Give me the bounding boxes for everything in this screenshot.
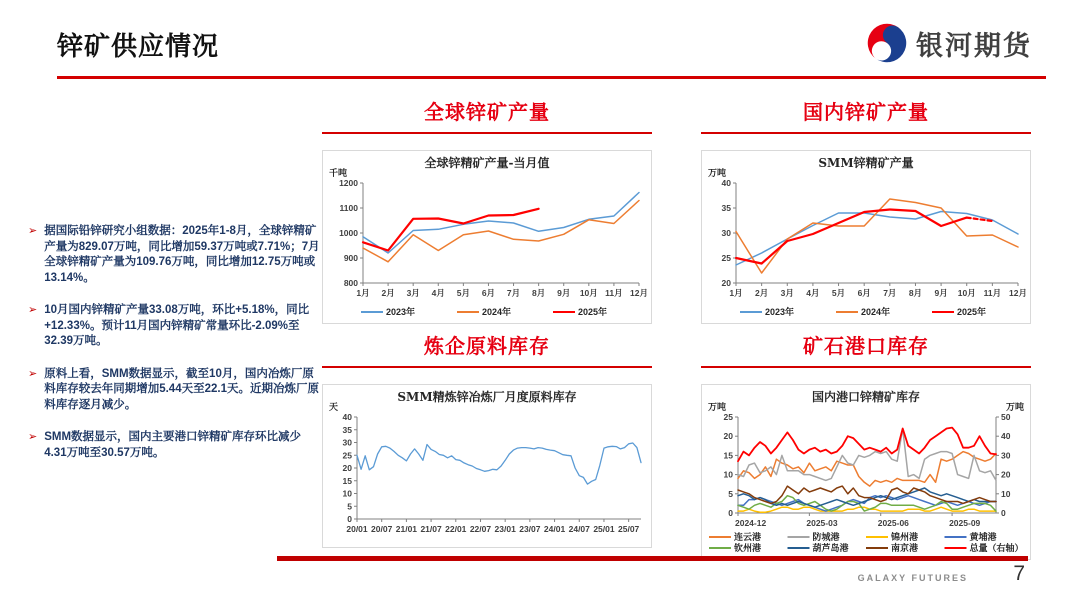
- svg-text:5: 5: [347, 501, 352, 512]
- svg-text:2025-06: 2025-06: [877, 518, 909, 528]
- svg-text:1200: 1200: [339, 178, 358, 188]
- bullet-arrow-icon: ➢: [28, 431, 38, 443]
- svg-text:23/07: 23/07: [519, 524, 541, 534]
- panel-heading-divider: [322, 366, 652, 368]
- svg-text:2024年: 2024年: [482, 307, 512, 317]
- svg-text:20/01: 20/01: [346, 524, 368, 534]
- svg-text:9月: 9月: [934, 288, 948, 298]
- svg-text:黄埔港: 黄埔港: [969, 532, 997, 542]
- svg-text:2023年: 2023年: [765, 307, 795, 317]
- svg-text:21/07: 21/07: [420, 524, 442, 534]
- svg-text:万吨: 万吨: [708, 402, 727, 412]
- bullet-text: 原料上看，SMM数据显示，截至10月，国内冶炼厂原料库存较去年同期增加5.44天至22.1天。近期冶炼厂原料库存逐月减少。: [44, 367, 319, 411]
- list-item: [28, 303, 322, 350]
- svg-text:国内港口锌精矿库存: 国内港口锌精矿库存: [811, 390, 921, 404]
- svg-text:2月: 2月: [381, 288, 395, 298]
- svg-text:40: 40: [1001, 431, 1011, 442]
- bullet-text: 据国际铅锌研究小组数据：2025年1-8月，全球锌精矿产量为829.07万吨，同比增加59.37万吨或7.71%；7月全球锌精矿产量为109.76万吨，同比增加12.75万吨或13.14%。: [44, 225, 320, 284]
- svg-text:900: 900: [343, 253, 358, 263]
- svg-text:2024-12: 2024-12: [735, 518, 767, 528]
- svg-text:20/07: 20/07: [371, 524, 393, 534]
- list-item: [28, 367, 322, 414]
- svg-text:3月: 3月: [780, 288, 794, 298]
- bullet-text: 10月国内锌精矿产量33.08万吨，环比+5.18%，同比+12.33%。预计11月国内锌精矿常量环比-2.09%至32.39万吨。: [44, 304, 310, 347]
- svg-text:10: 10: [342, 488, 352, 499]
- galaxy-swirl-icon: [866, 22, 908, 64]
- svg-text:12月: 12月: [1009, 288, 1027, 298]
- svg-text:千吨: 千吨: [329, 168, 348, 178]
- svg-text:35: 35: [342, 424, 352, 435]
- svg-text:0: 0: [1001, 508, 1006, 518]
- svg-text:1000: 1000: [339, 228, 358, 238]
- footer-brand: GALAXY FUTURES: [857, 573, 968, 583]
- svg-text:25: 25: [342, 450, 352, 461]
- port-zinc-concentrate-inventory-chart: [702, 385, 1030, 559]
- svg-text:SMM精炼锌冶炼厂月度原料库存: SMM精炼锌冶炼厂月度原料库存: [397, 390, 577, 404]
- svg-text:5月: 5月: [456, 288, 470, 298]
- svg-text:防城港: 防城港: [812, 532, 840, 542]
- svg-text:9月: 9月: [557, 288, 571, 298]
- svg-text:10月: 10月: [957, 288, 976, 298]
- svg-text:葫芦岛港: 葫芦岛港: [812, 543, 849, 553]
- svg-text:40: 40: [721, 178, 731, 188]
- panel-heading: 矿石港口库存: [803, 336, 929, 358]
- svg-text:20: 20: [721, 278, 731, 288]
- global-zinc-concentrate-output-chart: [323, 151, 651, 323]
- svg-text:1100: 1100: [339, 203, 358, 213]
- svg-text:15: 15: [342, 475, 352, 486]
- svg-text:22/01: 22/01: [445, 524, 467, 534]
- svg-text:1月: 1月: [729, 288, 743, 298]
- svg-text:20: 20: [342, 463, 352, 473]
- svg-text:SMM锌精矿产量: SMM锌精矿产量: [818, 156, 914, 170]
- svg-text:10: 10: [723, 469, 733, 480]
- bullet-text: SMM数据显示，国内主要港口锌精矿库存环比减少4.31万吨至30.57万吨。: [44, 431, 302, 459]
- svg-text:20: 20: [1001, 469, 1011, 480]
- chart-frame: [701, 150, 1031, 324]
- list-item: [28, 224, 322, 286]
- svg-text:25: 25: [721, 253, 731, 263]
- company-logo: [866, 22, 1032, 64]
- title-divider: [57, 76, 1046, 79]
- svg-text:4月: 4月: [806, 288, 820, 298]
- panel-domestic-zinc-output: [701, 96, 1031, 324]
- svg-text:钦州港: 钦州港: [734, 543, 762, 553]
- svg-text:10: 10: [1001, 488, 1011, 499]
- svg-text:2025年: 2025年: [957, 307, 987, 317]
- svg-text:20: 20: [723, 431, 733, 442]
- svg-text:万吨: 万吨: [708, 168, 727, 178]
- chart-frame: [701, 384, 1031, 560]
- svg-text:2023年: 2023年: [386, 307, 416, 317]
- svg-text:25/01: 25/01: [593, 524, 615, 534]
- svg-text:7月: 7月: [506, 288, 521, 298]
- panel-global-zinc-output: [322, 96, 652, 324]
- svg-text:12月: 12月: [630, 288, 648, 298]
- svg-text:30: 30: [342, 437, 352, 448]
- svg-text:0: 0: [728, 508, 733, 518]
- svg-text:24/07: 24/07: [568, 524, 590, 534]
- company-name: 银河期货: [916, 30, 1032, 61]
- svg-text:2024年: 2024年: [861, 307, 891, 317]
- bullet-arrow-icon: ➢: [28, 225, 38, 237]
- svg-text:6月: 6月: [481, 288, 496, 298]
- svg-text:11月: 11月: [605, 288, 623, 298]
- svg-text:24/01: 24/01: [543, 524, 566, 534]
- panel-heading: 炼企原料库存: [424, 336, 550, 358]
- svg-text:4月: 4月: [431, 288, 445, 298]
- svg-text:22/07: 22/07: [469, 524, 492, 534]
- list-item: [28, 430, 322, 461]
- panel-heading: 全球锌矿产量: [424, 102, 550, 124]
- bullet-arrow-icon: ➢: [28, 367, 38, 380]
- svg-text:天: 天: [329, 402, 339, 412]
- smelter-raw-material-inventory-chart: [323, 385, 651, 547]
- panel-smelter-raw-material-inventory: [322, 330, 652, 548]
- panel-heading-divider: [322, 132, 652, 134]
- svg-text:连云港: 连云港: [734, 532, 762, 542]
- panel-heading: 国内锌矿产量: [803, 102, 929, 124]
- svg-text:23/01: 23/01: [494, 524, 516, 534]
- chart-frame: [322, 384, 652, 548]
- svg-text:40: 40: [342, 412, 352, 422]
- svg-text:50: 50: [1001, 412, 1011, 422]
- svg-text:35: 35: [721, 203, 731, 213]
- svg-text:万吨: 万吨: [1005, 402, 1024, 412]
- svg-text:8月: 8月: [908, 288, 923, 298]
- svg-text:2025-03: 2025-03: [806, 518, 838, 528]
- smm-zinc-concentrate-output-chart: [702, 151, 1030, 323]
- panel-port-ore-inventory: [701, 330, 1031, 560]
- svg-text:15: 15: [723, 450, 733, 461]
- page-number: 7: [1013, 562, 1025, 585]
- svg-text:30: 30: [1001, 450, 1011, 461]
- svg-text:8月: 8月: [532, 288, 546, 298]
- svg-text:3月: 3月: [406, 288, 420, 298]
- svg-text:6月: 6月: [857, 288, 871, 298]
- svg-text:21/01: 21/01: [395, 524, 418, 534]
- svg-text:2025-09: 2025-09: [949, 518, 981, 528]
- svg-text:5: 5: [728, 488, 733, 499]
- svg-text:10月: 10月: [579, 288, 598, 298]
- svg-text:11月: 11月: [983, 288, 1002, 298]
- svg-text:1月: 1月: [356, 288, 370, 298]
- svg-text:5月: 5月: [831, 288, 846, 298]
- svg-text:30: 30: [721, 228, 731, 238]
- svg-text:25/07: 25/07: [618, 524, 640, 534]
- svg-text:2025年: 2025年: [578, 307, 608, 317]
- svg-text:2月: 2月: [755, 288, 769, 298]
- page-title: 锌矿供应情况: [57, 31, 220, 61]
- svg-text:0: 0: [347, 514, 352, 524]
- svg-text:25: 25: [723, 412, 733, 422]
- svg-text:全球锌精矿产量-当月值: 全球锌精矿产量-当月值: [424, 156, 550, 170]
- svg-text:总量（右轴）: 总量（右轴）: [969, 543, 1024, 553]
- notes-list: [28, 224, 322, 478]
- bullet-arrow-icon: ➢: [28, 304, 38, 316]
- chart-frame: [322, 150, 652, 324]
- svg-text:800: 800: [343, 278, 358, 288]
- svg-text:锦州港: 锦州港: [891, 532, 919, 542]
- panel-heading-divider: [701, 366, 1031, 368]
- footer-divider: [277, 556, 1028, 561]
- panel-heading-divider: [701, 132, 1031, 134]
- svg-text:7月: 7月: [883, 288, 897, 298]
- svg-text:南京港: 南京港: [891, 543, 919, 553]
